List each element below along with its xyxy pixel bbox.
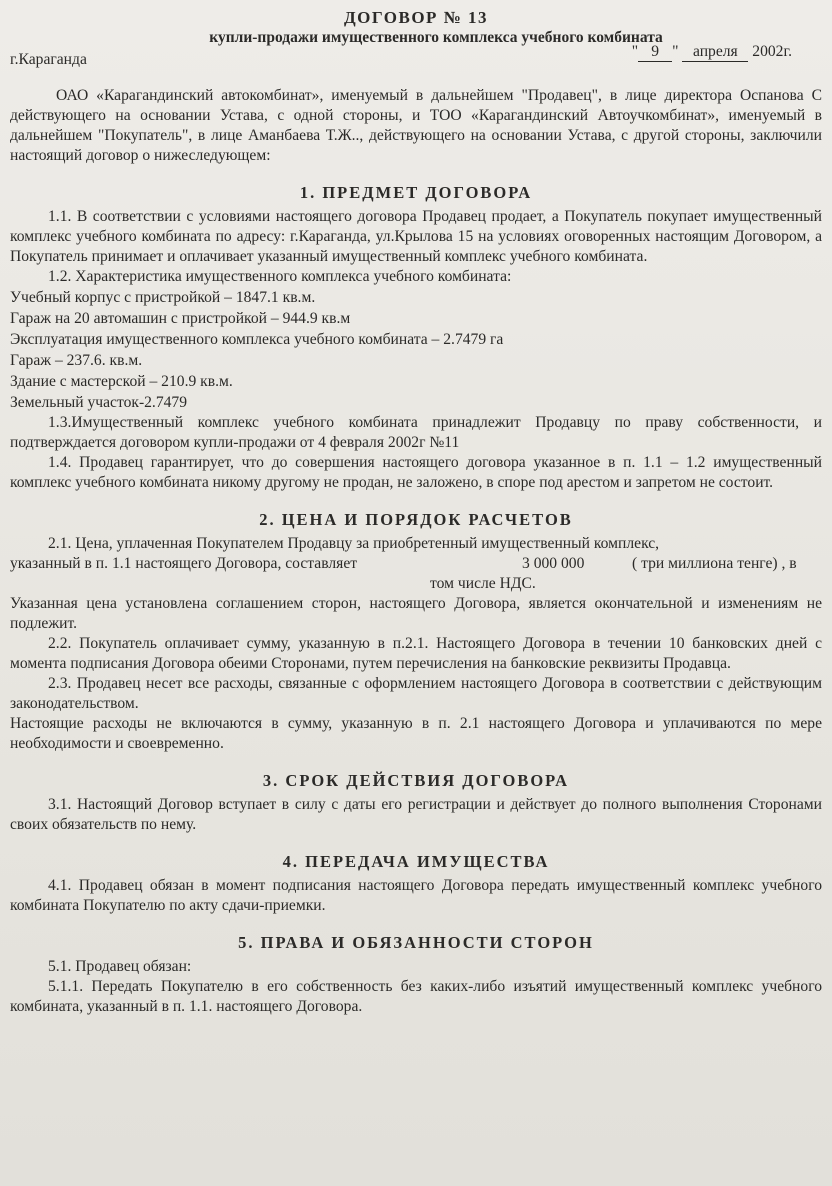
clause-1-3: 1.3.Имущественный комплекс учебного комбината принадлежит Продавцу по праву собственности, и подтверждается договором купли-продажи от 4 февраля 2002г №11 <box>10 414 822 451</box>
clause-2-2: 2.2. Покупатель оплачивает сумму, указанную в п.2.1. Настоящего Договора в течении 10 банковских дней с момента подписания Договора обеими Сторонами, путем перечисления на банковские реквизиты Продавца. <box>10 635 822 672</box>
property-list <box>10 287 822 413</box>
list-item: Учебный корпус с пристройкой – 1847.1 кв.м. <box>10 289 316 306</box>
price-in-words: ( три миллиона тенге) , в <box>632 555 797 572</box>
vat-line <box>10 574 822 594</box>
date-month: апреля <box>682 43 748 62</box>
date-year: 2002г. <box>752 43 792 60</box>
document-title: ДОГОВОР № 13 <box>343 8 489 27</box>
clause-1-4: 1.4. Продавец гарантирует, что до совершения настоящего договора указанное в п. 1.1 – 1.2 имущественный комплекс учебного комбината никому другому не продан, не заложено, в споре под арестом и запретом не состоит. <box>10 454 822 491</box>
city: г.Караганда <box>10 51 87 68</box>
section-4-heading: 4. ПЕРЕДАЧА ИМУЩЕСТВА <box>282 852 550 871</box>
list-item: Земельный участок-2.7479 <box>10 394 188 411</box>
section-3-heading: 3. СРОК ДЕЙСТВИЯ ДОГОВОРА <box>262 771 570 790</box>
clause-1-2: 1.2. Характеристика имущественного комплекса учебного комбината: <box>48 268 512 285</box>
vat-note: том числе НДС. <box>430 575 536 592</box>
clause-2-1-line1: 2.1. Цена, уплаченная Покупателем Продавцу за приобретенный имущественный комплекс, <box>48 535 660 552</box>
section-5-heading: 5. ПРАВА И ОБЯЗАННОСТИ СТОРОН <box>238 933 594 952</box>
intro-paragraph: ОАО «Карагандинский автокомбинат», именуемый в дальнейшем "Продавец", в лице директора Оспанова С действующего на основании Устава, с одной стороны, и ТОО «Карагандинский Автоучкомбинат», именуемый в дальнейшем "Покупатель", в лице Аманбаева Т.Ж.., действующего на основании Устава, с другой стороны, заключили настоящий договор о нижеследующем: <box>10 87 822 164</box>
list-item: Здание с мастерской – 210.9 кв.м. <box>10 373 233 390</box>
clause-2-1-final: Указанная цена установлена соглашением сторон, настоящего Договора, является окончательной и изменениям не подлежит. <box>10 595 822 632</box>
clause-5-1: 5.1. Продавец обязан: <box>48 958 192 975</box>
list-item: Гараж на 20 автомашин с пристройкой – 944.9 кв.м <box>10 310 351 327</box>
price-line <box>10 554 822 574</box>
document-subtitle: купли-продажи имущественного комплекса учебного комбината <box>209 29 663 46</box>
list-item: Гараж – 237.6. кв.м. <box>10 352 143 369</box>
clause-1-1: 1.1. В соответствии с условиями настоящего договора Продавец продает, а Покупатель покупает имущественный комплекс учебного комбината по адресу: г.Караганда, ул.Крылова 15 на условиях оговоренных настоящим Договором, а Покупатель принимает и оплачивает указанный имущественный комплекс учебного комбината. <box>10 208 822 265</box>
clause-5-1-1: 5.1.1. Передать Покупателю в его собственность без каких-либо изъятий имущественный комплекс учебного комбината, указанный в п. 1.1. настоящего Договора. <box>10 978 822 1015</box>
city-date-line <box>10 43 822 72</box>
clause-3-1: 3.1. Настоящий Договор вступает в силу с даты его регистрации и действует до полного выполнения Сторонами своих обязательств по нему. <box>10 796 822 833</box>
date-day: 9 <box>638 43 672 62</box>
list-item: Эксплуатация имущественного комплекса учебного комбината – 2.7479 га <box>10 331 504 348</box>
price-amount: 3 000 000 <box>522 555 585 572</box>
clause-2-1-text: указанный в п. 1.1 настоящего Договора, составляет <box>10 555 358 572</box>
clause-4-1: 4.1. Продавец обязан в момент подписания настоящего Договора передать имущественный комплекс учебного комбината Покупателю по акту сдачи-приемки. <box>10 877 822 914</box>
section-2-heading: 2. ЦЕНА И ПОРЯДОК РАСЧЕТОВ <box>259 510 573 529</box>
section-1-heading: 1. ПРЕДМЕТ ДОГОВОРА <box>299 183 533 202</box>
clause-2-3-expenses: Настоящие расходы не включаются в сумму, указанную в п. 2.1 настоящего Договора и уплачиваются по мере необходимости и своевременно. <box>10 715 822 752</box>
contract-date: " 9 " апреля 2002г. <box>631 43 792 60</box>
clause-2-3: 2.3. Продавец несет все расходы, связанные с оформлением настоящего Договора в соответствии с действующим законодательством. <box>10 675 822 712</box>
